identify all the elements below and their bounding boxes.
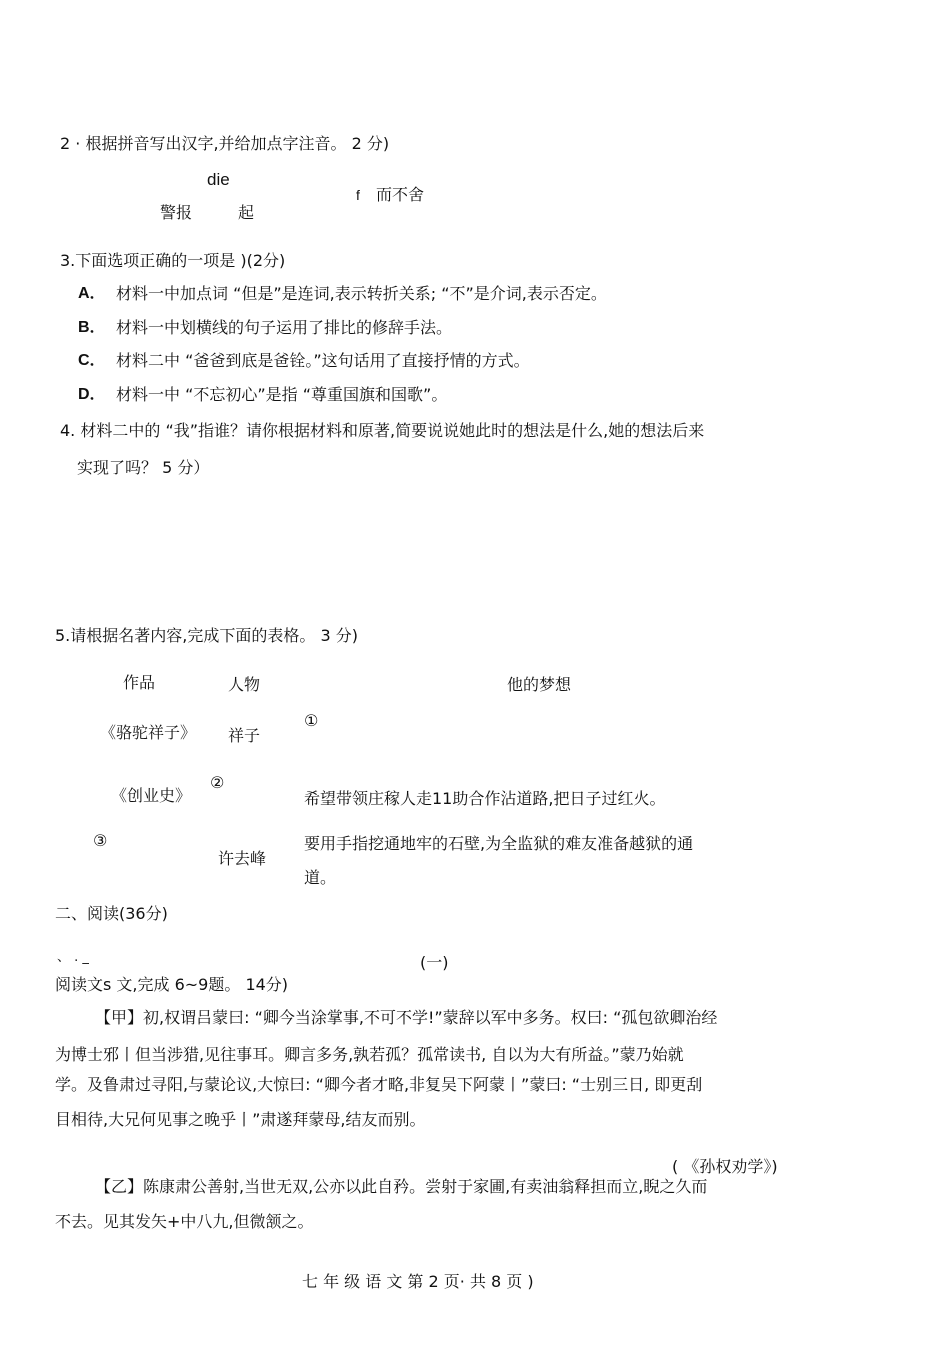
question-4-line-1: 4. 材料二中的 “我”指谁？请你根据材料和原著,简要说说她此时的想法是什么,她的想法后来	[60, 421, 705, 440]
word-1-part-b: 起	[238, 203, 255, 222]
table-row-3-dream-line-2: 道。	[304, 868, 337, 887]
option-d-letter: D．	[78, 386, 106, 403]
question-2-prompt: 2 · 根据拼音写出汉字,并给加点字注音。 2 分)	[60, 134, 390, 153]
question-5-prompt: 5.请根据名著内容,完成下面的表格。 3 分)	[55, 626, 358, 645]
passage-jia-line-4: 目相待,大兄何见事之晚乎丨”肃遂拜蒙母,结友而别。	[55, 1110, 426, 1129]
section-2-stray-marks: 、 . _	[57, 950, 89, 965]
passage-yi-line-2: 不去。见其发矢+中八九,但微颔之。	[55, 1212, 314, 1231]
page-footer: 七 年 级 语 文 第 2 页· 共 8 页 )	[302, 1272, 534, 1291]
passage-jia-line-3: 学。及鲁肃过寻阳,与蒙论议,大惊曰: “卿今者才略,非复吴下阿蒙丨”蒙曰: “士别三日, 即更刮	[55, 1075, 703, 1094]
word-2-pinyin-prefix: f	[356, 187, 360, 203]
word-2-rest: 而不舍	[376, 185, 425, 204]
table-row-1-person: 祥子	[228, 726, 261, 745]
passage-jia-line-2: 为博士邪丨但当涉猎,见往事耳。卿言多务,孰若孤？孤常读书, 自以为大有所益。”蒙乃始就	[55, 1045, 684, 1064]
section-2-title: 二、阅读(36分)	[55, 904, 168, 923]
passage-jia-source: ( 《孙权劝学》)	[672, 1157, 778, 1176]
option-b-letter: B．	[78, 319, 106, 336]
table-row-3-work: ③	[93, 831, 108, 850]
table-row-1-work: 《骆驼祥子》	[100, 723, 197, 742]
table-header-work: 作品	[123, 673, 156, 692]
table-row-2-dream: 希望带领庄稼人走11助合作沾道路,把日子过红火。	[304, 789, 666, 808]
table-row-2-person: ②	[210, 773, 225, 792]
pinyin-hint: die	[207, 170, 230, 189]
option-c-letter: C．	[78, 352, 106, 369]
passage-jia-line-1: 【甲】初,权谓吕蒙曰: “卿今当涂掌事,不可不学!”蒙辞以军中多务。权曰: “孤包欲卿治经	[95, 1008, 718, 1027]
question-4-line-2: 实现了吗？ 5 分）	[77, 458, 210, 477]
table-header-dream: 他的梦想	[507, 675, 572, 694]
word-1-part-a: 警报	[160, 203, 193, 222]
option-a-letter: A．	[78, 285, 106, 302]
table-header-person: 人物	[228, 675, 261, 694]
option-c-text: 材料二中 “爸爸到底是爸铨。”这句话用了直接抒情的方式。	[116, 351, 530, 370]
passage-yi-line-1: 【乙】陈康肃公善射,当世无双,公亦以此自矜。尝射于家圃,有卖油翁释担而立,睨之久而	[95, 1177, 708, 1196]
part-one-label: (一)	[420, 953, 449, 972]
table-row-3-dream-line-1: 要用手指挖通地牢的石壁,为全监狱的难友准备越狱的通	[304, 834, 694, 853]
option-a-text: 材料一中加点词 “但是”是连词,表示转折关系; “不”是介词,表示否定。	[116, 284, 607, 303]
table-row-1-dream: ①	[304, 711, 319, 730]
option-d-text: 材料一中 “不忘初心”是指 “尊重国旗和国歌”。	[116, 385, 448, 404]
table-row-3-person: 许去峰	[218, 849, 267, 868]
reading-instruction: 阅读文s 文,完成 6~9题。 14分)	[55, 975, 289, 994]
option-b-text: 材料一中划横线的句子运用了排比的修辞手法。	[116, 318, 453, 337]
table-row-2-work: 《创业史》	[111, 786, 192, 805]
question-3-prompt: 3.下面选项正确的一项是 )(2分)	[60, 251, 286, 270]
